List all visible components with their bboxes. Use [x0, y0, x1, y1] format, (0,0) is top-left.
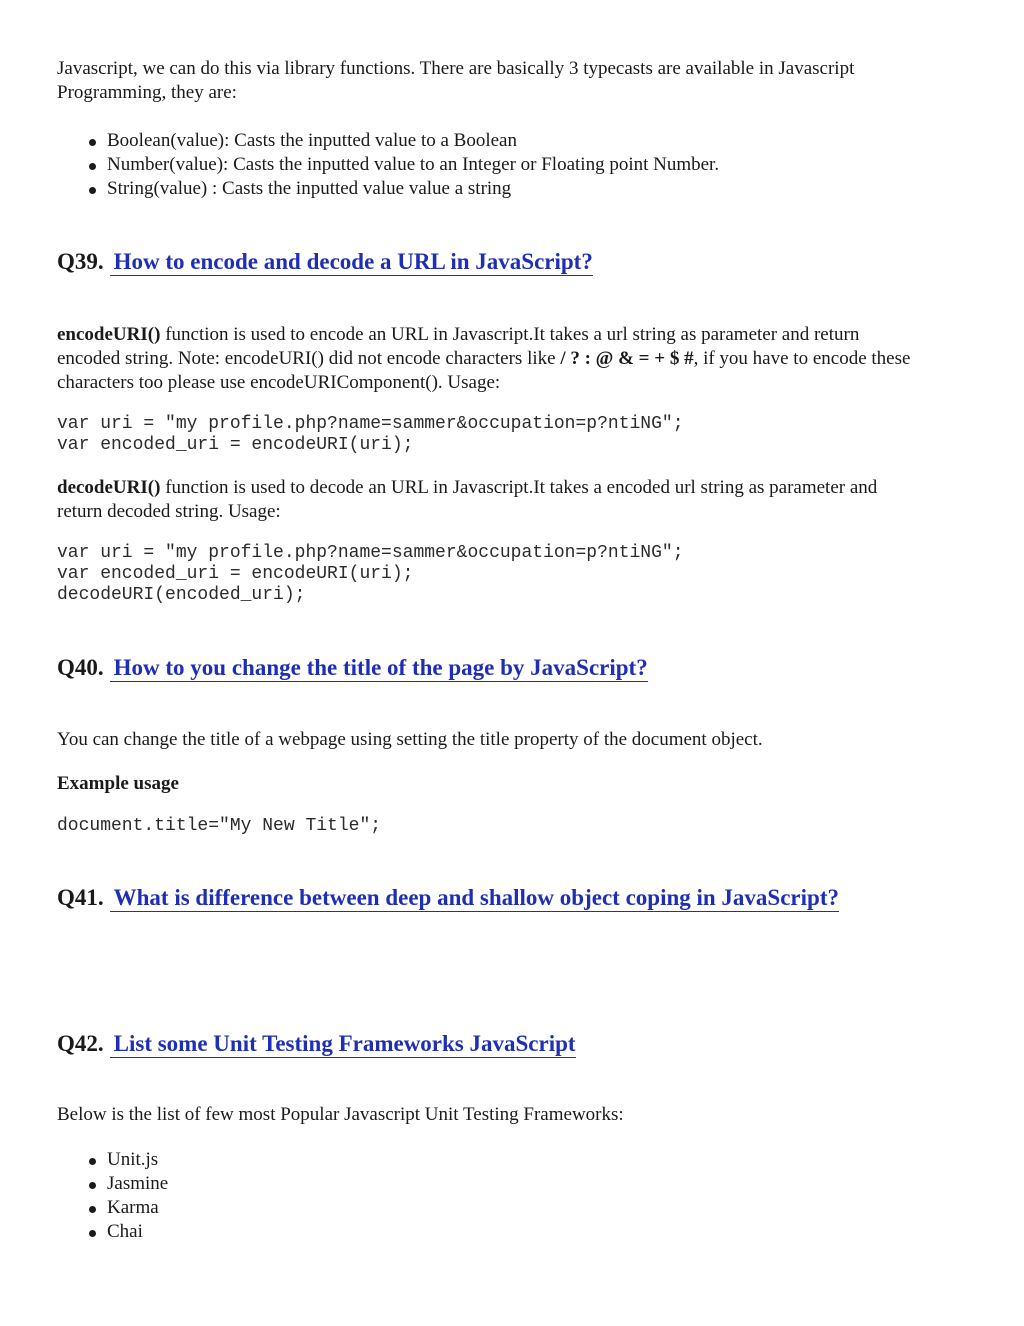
- decode-paragraph: decodeURI() function is used to decode an URL in Javascript.It takes a encoded url string as parameter and return decoded string. Usage:: [57, 477, 878, 522]
- code-line: var uri = "my profile.php?name=sammer&occupation=p?ntiNG";: [57, 543, 684, 563]
- question-heading-q40: [57, 653, 648, 683]
- code-line: var encoded_uri = encodeURI(uri);: [57, 564, 414, 584]
- question-heading-q39: [57, 247, 593, 277]
- list-item: Number(value): Casts the inputted value to an Integer or Floating point Number.: [57, 153, 719, 177]
- encode-reserved-chars: / ? : @ & = + $ #: [560, 348, 694, 369]
- code-line: decodeURI(encoded_uri);: [57, 585, 306, 605]
- list-item: Unit.js: [57, 1148, 168, 1172]
- example-usage-label: Example usage: [57, 773, 179, 794]
- question-link-q40[interactable]: How to you change the title of the page by JavaScript?: [110, 655, 648, 682]
- bullet-icon: [89, 187, 96, 194]
- list-item: Karma: [57, 1196, 168, 1220]
- bullet-icon: [89, 1182, 96, 1189]
- question-heading-q42: [57, 1029, 576, 1059]
- question-number: Q39.: [57, 249, 104, 274]
- intro-paragraph: [57, 57, 854, 105]
- question-number: Q40.: [57, 655, 104, 680]
- code-line: var uri = "my profile.php?name=sammer&occupation=p?ntiNG";: [57, 414, 684, 434]
- encode-paragraph: encodeURI() function is used to encode an URL in Javascript.It takes a url string as parameter and return encoded string. Note: encodeURI() did not encode characters like / ? : @ & = + $ #, if you have to encode these characters too please use encodeURIComponent(). Usage:: [57, 324, 911, 393]
- bullet-icon: [89, 139, 96, 146]
- question-link-q39[interactable]: How to encode and decode a URL in JavaScript?: [110, 249, 593, 276]
- bullet-icon: [89, 1206, 96, 1213]
- list-item: Boolean(value): Casts the inputted value to a Boolean: [57, 129, 719, 153]
- typecast-list: [57, 129, 719, 201]
- list-item: String(value) : Casts the inputted value value a string: [57, 177, 719, 201]
- framework-list: [57, 1148, 168, 1244]
- bullet-icon: [89, 1158, 96, 1165]
- bullet-icon: [89, 163, 96, 170]
- question-link-q41[interactable]: What is difference between deep and shallow object coping in JavaScript?: [110, 885, 839, 912]
- encode-fn-name: encodeURI(): [57, 324, 161, 345]
- question-heading-q41: [57, 883, 839, 913]
- intro-line-1: Javascript, we can do this via library functions. There are basically 3 typecasts are available in Javascript: [57, 58, 855, 79]
- intro-line-2: Programming, they are:: [57, 82, 237, 103]
- q40-body: You can change the title of a webpage using setting the title property of the document object.: [57, 729, 763, 750]
- code-block-title: document.title="My New Title";: [57, 816, 382, 836]
- question-number: Q41.: [57, 885, 104, 910]
- bullet-icon: [89, 1230, 96, 1237]
- decode-fn-name: decodeURI(): [57, 477, 161, 498]
- list-item: Chai: [57, 1220, 168, 1244]
- code-block-encode: [57, 414, 684, 456]
- code-line: var encoded_uri = encodeURI(uri);: [57, 435, 414, 455]
- q42-body: Below is the list of few most Popular Javascript Unit Testing Frameworks:: [57, 1104, 624, 1125]
- question-number: Q42.: [57, 1031, 104, 1056]
- code-block-decode: [57, 543, 684, 606]
- question-link-q42[interactable]: List some Unit Testing Frameworks JavaScript: [110, 1031, 576, 1058]
- list-item: Jasmine: [57, 1172, 168, 1196]
